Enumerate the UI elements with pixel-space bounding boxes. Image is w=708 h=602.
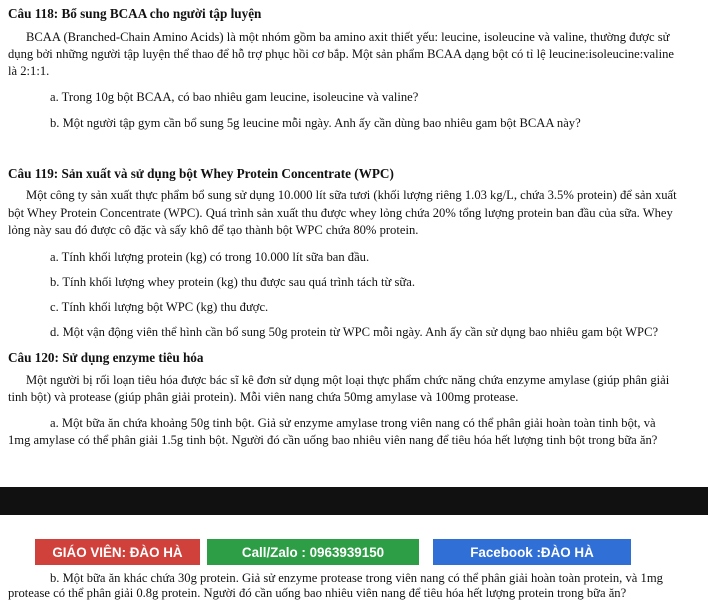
q119-intro-line-1: Một công ty sản xuất thực phẩm bổ sung sử dụng 10.000 lít sữa tươi (khối lượng riêng 1.03 kg/L, chứa 3.5% protein) để sản xuất xyxy=(26,188,677,202)
q119-part-b: b. Tính khối lượng whey protein (kg) thu được sau quá trình tách từ sữa. xyxy=(50,275,415,289)
q119-part-d: d. Một vận động viên thể hình cần bổ sung 50g protein từ WPC mỗi ngày. Anh ấy cần sử dụng bao nhiêu gam bột WPC? xyxy=(50,325,659,339)
zalo-call-button[interactable]: Call/Zalo : 0963939150 xyxy=(207,539,419,565)
q118-intro-line-2: dụng bởi những người tập luyện thể thao để hỗ trợ phục hồi cơ bắp. Một sản phẩm BCAA dạng bột có tỉ lệ leucine:isoleucine:valine xyxy=(8,47,675,61)
q119-title: Câu 119: Sản xuất và sử dụng bột Whey Protein Concentrate (WPC) xyxy=(8,166,394,181)
q118-title: Câu 118: Bổ sung BCAA cho người tập luyện xyxy=(8,6,262,21)
q119-intro-line-2: bột Whey Protein Concentrate (WPC). Quá trình sản xuất thu được whey lỏng chứa 20% tổng lượng protein ban đầu của sữa. Whey xyxy=(8,206,673,220)
teacher-button[interactable]: GIÁO VIÊN: ĐÀO HÀ xyxy=(35,539,200,565)
q120-part-a-line-2: 1mg amylase có thể phân giải 1.5g tinh bột. Người đó cần uống bao nhiêu viên nang để tiêu hóa hết lượng tinh bột trong bữa ăn? xyxy=(8,433,658,447)
q118-intro-line-1: BCAA (Branched-Chain Amino Acids) là một nhóm gồm ba amino axit thiết yếu: leucine, isoleucine và valine, thường được sử xyxy=(26,30,670,44)
facebook-button[interactable]: Facebook :ĐÀO HÀ xyxy=(433,539,631,565)
q118-part-b: b. Một người tập gym cần bổ sung 5g leucine mỗi ngày. Anh ấy cần dùng bao nhiêu gam bột BCAA này? xyxy=(50,116,581,130)
q119-intro-line-3: lỏng này sau đó được cô đặc và sấy khô để tạo thành bột WPC chứa 80% protein. xyxy=(8,223,419,237)
footer-band xyxy=(0,487,708,515)
q118-intro-line-3: là 2:1:1. xyxy=(8,64,50,78)
q119-part-c: c. Tính khối lượng bột WPC (kg) thu được. xyxy=(50,300,269,314)
q120-part-b-line-1: b. Một bữa ăn khác chứa 30g protein. Giả sử enzyme protease trong viên nang có thể phân giải hoàn toàn protein, và 1mg xyxy=(50,571,663,585)
q118-part-a: a. Trong 10g bột BCAA, có bao nhiêu gam leucine, isoleucine và valine? xyxy=(50,90,419,104)
q120-intro-line-2: tinh bột) và protease (giúp phân giải protein). Mỗi viên nang chứa 50mg amylase và 100mg protease. xyxy=(8,390,519,404)
q120-part-b-line-2: protease có thể phân giải 0.8g protein. Người đó cần uống bao nhiêu viên nang để tiêu hóa hết lượng protein trong bữa ăn? xyxy=(8,586,627,600)
q119-part-a: a. Tính khối lượng protein (kg) có trong 10.000 lít sữa ban đầu. xyxy=(50,250,370,264)
q120-intro-line-1: Một người bị rối loạn tiêu hóa được bác sĩ kê đơn sử dụng một loại thực phẩm chức năng chứa enzyme amylase (giúp phân giải xyxy=(26,373,670,387)
q120-part-a-line-1: a. Một bữa ăn chứa khoảng 50g tinh bột. Giả sử enzyme amylase trong viên nang có thể phân giải hoàn toàn tinh bột, và xyxy=(50,416,656,430)
q120-title: Câu 120: Sử dụng enzyme tiêu hóa xyxy=(8,350,204,365)
